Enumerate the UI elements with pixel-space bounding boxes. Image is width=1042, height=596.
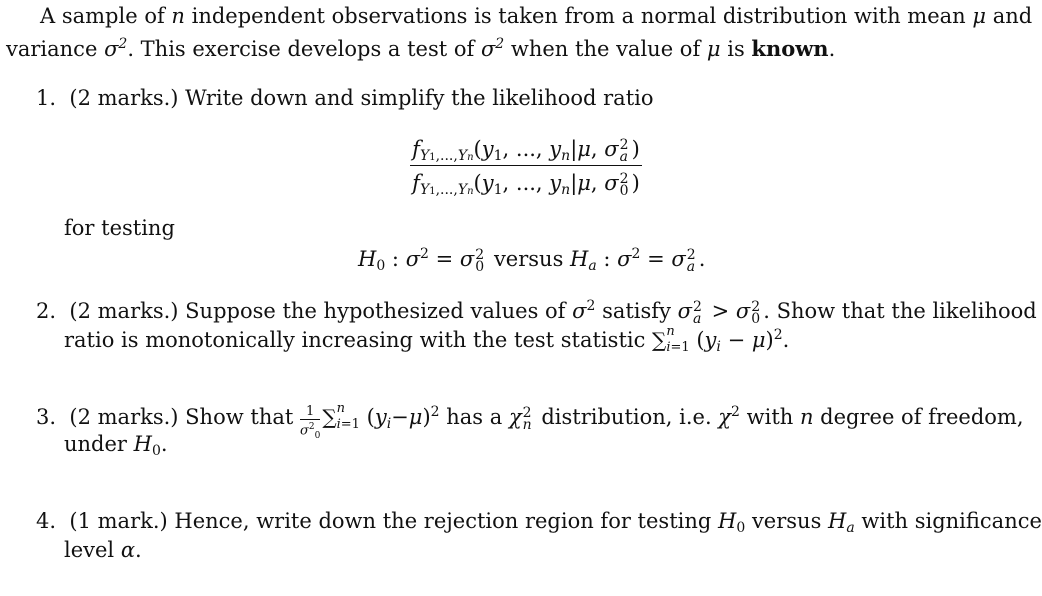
intro-line-2 [6, 30, 835, 63]
likelihood-ratio-denominator: $f_{Y1,...,Yn}(y_1$, ..., $y_n|\mu$, σ 2 0 ) [412, 171, 640, 199]
intro-line-1 [40, 2, 1032, 30]
q4-text: Hence, write down the rejection region for testing [174, 509, 719, 533]
q4-line-1: 4. (1 mark.) Hence, write down the rejection region for testing $H_0$ versus $H_a$ with significance [36, 509, 1042, 536]
intro-text: and [986, 4, 1033, 28]
versus-text: versus [493, 247, 564, 271]
q4-marks: (1 mark.) [69, 509, 168, 533]
q3-text: Show that [185, 405, 300, 429]
q1-marks: (2 marks.) [69, 86, 179, 110]
q3-text: under [64, 432, 134, 456]
q3-text: distribution, i.e. [534, 405, 719, 429]
q2-text: Suppose the hypothesized values of [185, 299, 573, 323]
math-sigma-sq: $\sigma^2$ [480, 36, 505, 61]
q2-text: ratio is monotonically increasing with the test statistic [64, 328, 653, 352]
intro-text: A sample of [40, 4, 172, 28]
q1-text: Write down and simplify the likelihood ratio [185, 86, 654, 110]
inverse-sigma0-sq: $\frac{1}{\sigma^2_0}$ [299, 403, 321, 441]
intro-text: when the value of [504, 37, 707, 61]
q4-text: with significance [854, 509, 1042, 533]
intro-text: . [828, 37, 836, 61]
intro-text: is [720, 37, 752, 61]
hypotheses-equation: $H_0$ : $\sigma^2 = \sigma$ 2 0 versus $H_a$ : $\sigma^2 = \sigma$ 2 a . [358, 246, 706, 275]
q4-text: level [64, 538, 121, 562]
likelihood-ratio-numerator: $f_{Y1,...,Yn}(y_1$, ..., $y_n|\mu$, σ 2 a ) [412, 137, 640, 165]
q3-line-2: under $H_0$. [64, 432, 168, 459]
math-n: n [171, 4, 185, 28]
q4-number: 4. [36, 509, 57, 533]
intro-text: independent observations is taken from a normal distribution with mean [184, 4, 973, 28]
q4-line-2: level α. [64, 538, 142, 562]
q3-marks: (2 marks.) [69, 405, 179, 429]
math-mu: μ [972, 4, 987, 28]
q3-text: has a [439, 405, 509, 429]
q3-line-1: 3. (2 marks.) Show that $\frac{1}{\sigma^2_0}$ ∑ n i=1 $(y_i-\mu)^2$ has a χ 2 n distribution, i.e. $\chi^2$ with n degree of freedom, [36, 401, 1024, 441]
q3-text: degree of freedom, [813, 405, 1024, 429]
q1-number: 1. [36, 86, 57, 110]
intro-text: variance [6, 37, 105, 61]
q1-for-testing [64, 214, 175, 242]
fraction-bar [410, 165, 642, 166]
intro-bold-known: known [751, 36, 829, 61]
math-mu: μ [706, 37, 721, 61]
intro-text: . This exercise develops a test of [127, 37, 481, 61]
q2-text: . Show that the likelihood [763, 299, 1037, 323]
q1-line-1 [36, 84, 654, 112]
q2-line-2: ratio is monotonically increasing with the test statistic ∑ n i=1 $(y_i - \mu)^2$. [64, 324, 790, 355]
q3-text: with [739, 405, 800, 429]
q4-text: versus [745, 509, 829, 533]
likelihood-ratio-fraction [410, 134, 642, 198]
q2-marks: (2 marks.) [69, 299, 179, 323]
q2-text: satisfy [595, 299, 678, 323]
q1-for-testing-text: for testing [64, 216, 175, 240]
q3-number: 3. [36, 405, 57, 429]
math-sigma-sq: $\sigma^2$ [104, 36, 128, 61]
q2-number: 2. [36, 299, 57, 323]
q2-line-1: 2. (2 marks.) Suppose the hypothesized values of $\sigma^2$ satisfy σ 2 a > σ 2 0 . Show that the likelihood [36, 298, 1037, 327]
